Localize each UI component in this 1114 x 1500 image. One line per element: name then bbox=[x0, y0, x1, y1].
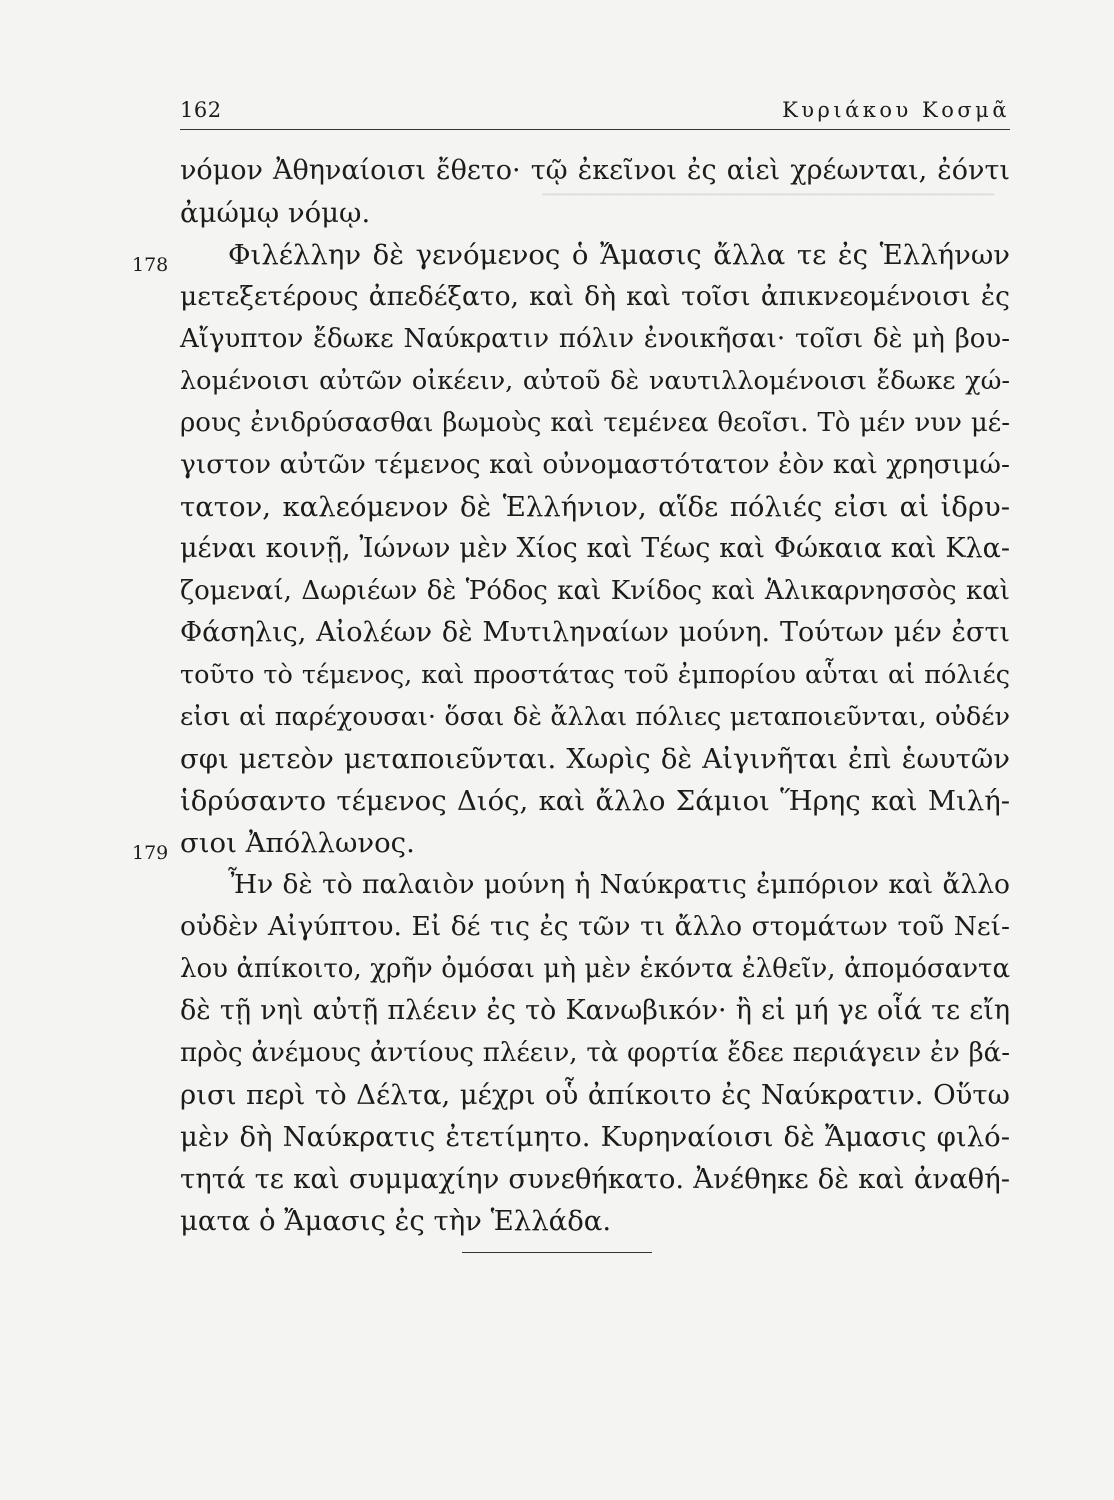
text-line: ματα ὁ Ἄμασις ἐς τὴν Ἑλλάδα. bbox=[180, 1205, 612, 1237]
text-line: πρὸς ἀνέμους ἀντίους πλέειν, τὰ φορτία ἔδεε περιάγειν ἐν βά- bbox=[180, 1038, 1010, 1068]
running-head: Κυριάκου Κοσμᾶ bbox=[782, 98, 1010, 122]
header-rule bbox=[180, 129, 1010, 130]
text-line: τατον, καλεόμενον δὲ Ἑλλήνιον, αἵδε πόλιές εἰσι αἱ ἱδρυ- bbox=[180, 491, 1010, 523]
page-header bbox=[180, 98, 1010, 132]
body-text bbox=[180, 150, 1010, 1242]
text-line: λου ἀπίκοιτο, χρῆν ὀμόσαι μὴ μὲν ἑκόντα ἐλθεῖν, ἀπομόσαντα bbox=[180, 954, 1010, 984]
text-line: ἀμώμῳ νόμῳ. bbox=[180, 197, 371, 229]
text-line: λομένοισι αὐτῶν οἰκέειν, αὐτοῦ δὲ ναυτιλλομένοισι ἔδωκε χώ- bbox=[180, 366, 1010, 396]
text-line: μετεξετέρους ἀπεδέξατο, καὶ δὴ καὶ τοῖσι ἀπικνεομένοισι ἐς bbox=[180, 281, 1010, 312]
text-line: ἱδρύσαντο τέμενος Διός, καὶ ἄλλο Σάμιοι Ἥρης καὶ Μιλή- bbox=[180, 785, 1010, 817]
page-number: 162 bbox=[180, 98, 222, 122]
text-line: ζομεναί, Δωριέων δὲ Ῥόδος καὶ Κνίδος καὶ Ἁλικαρνησσὸς καὶ bbox=[180, 576, 1010, 606]
text-line: σφι μετεὸν μεταποιεῦνται. Χωρὶς δὲ Αἰγινῆται ἐπὶ ἑωυτῶν bbox=[180, 743, 1010, 775]
text-line: εἰσι αἱ παρέχουσαι· ὅσαι δὲ ἄλλαι πόλιες μεταποιεῦνται, οὐδέν bbox=[180, 702, 1010, 732]
text-line: τοῦτο τὸ τέμενος, καὶ προστάτας τοῦ ἐμπορίου αὗται αἱ πόλιές bbox=[180, 660, 1010, 690]
text-line: Ἦν δὲ τὸ παλαιὸν μούνη ἡ Ναύκρατις ἐμπόριον καὶ ἄλλο bbox=[228, 869, 1010, 900]
show-through-text: ────────────────────────────── bbox=[542, 180, 994, 209]
text-line: ρισι περὶ τὸ Δέλτα, μέχρι οὗ ἀπίκοιτο ἐς Ναύκρατιν. Οὕτω bbox=[180, 1079, 1010, 1111]
text-line: σιοι Ἀπόλλωνος. bbox=[180, 827, 415, 859]
footnote-rule bbox=[462, 1252, 652, 1253]
text-line: μέναι κοινῇ, Ἰώνων μὲν Χίος καὶ Τέως καὶ Φώκαια καὶ Κλα- bbox=[180, 533, 1010, 564]
text-line: νόμον Ἀθηναίοισι ἔθετο· τῷ ἐκεῖνοι ἐς αἰεὶ χρέωνται, ἐόντι bbox=[180, 155, 1010, 186]
text-line: γιστον αὐτῶν τέμενος καὶ οὐνομαστότατον ἐὸν καὶ χρησιμώ- bbox=[180, 449, 1010, 480]
text-line: δὲ τῇ νηὶ αὐτῇ πλέειν ἐς τὸ Κανωβικόν· ἢ εἰ μή γε οἷά τε εἴη bbox=[180, 995, 1010, 1026]
text-line: οὐδὲν Αἰγύπτου. Εἰ δέ τις ἐς τῶν τι ἄλλο στομάτων τοῦ Νεί- bbox=[180, 911, 1010, 942]
chapter-number-179: 179 bbox=[132, 842, 169, 864]
text-line: Αἴγυπτον ἔδωκε Ναύκρατιν πόλιν ἐνοικῆσαι· τοῖσι δὲ μὴ βου- bbox=[180, 324, 1010, 354]
chapter-number-178: 178 bbox=[132, 254, 169, 276]
text-line: ρους ἐνιδρύσασθαι βωμοὺς καὶ τεμένεα θεοῖσι. Τὸ μέν νυν μέ- bbox=[180, 408, 1010, 438]
text-line: Φιλέλλην δὲ γενόμενος ὁ Ἄμασις ἄλλα τε ἐς Ἑλλήνων bbox=[228, 239, 1010, 271]
text-line: τητά τε καὶ συμμαχίην συνεθήκατο. Ἀνέθηκε δὲ καὶ ἀναθή- bbox=[180, 1163, 1010, 1195]
text-line: Φάσηλις, Αἰολέων δὲ Μυτιληναίων μούνη. Τούτων μέν ἐστι bbox=[180, 617, 1010, 648]
text-line: μὲν δὴ Ναύκρατις ἐτετίμητο. Κυρηναίοισι δὲ Ἄμασις φιλό- bbox=[180, 1121, 1010, 1153]
